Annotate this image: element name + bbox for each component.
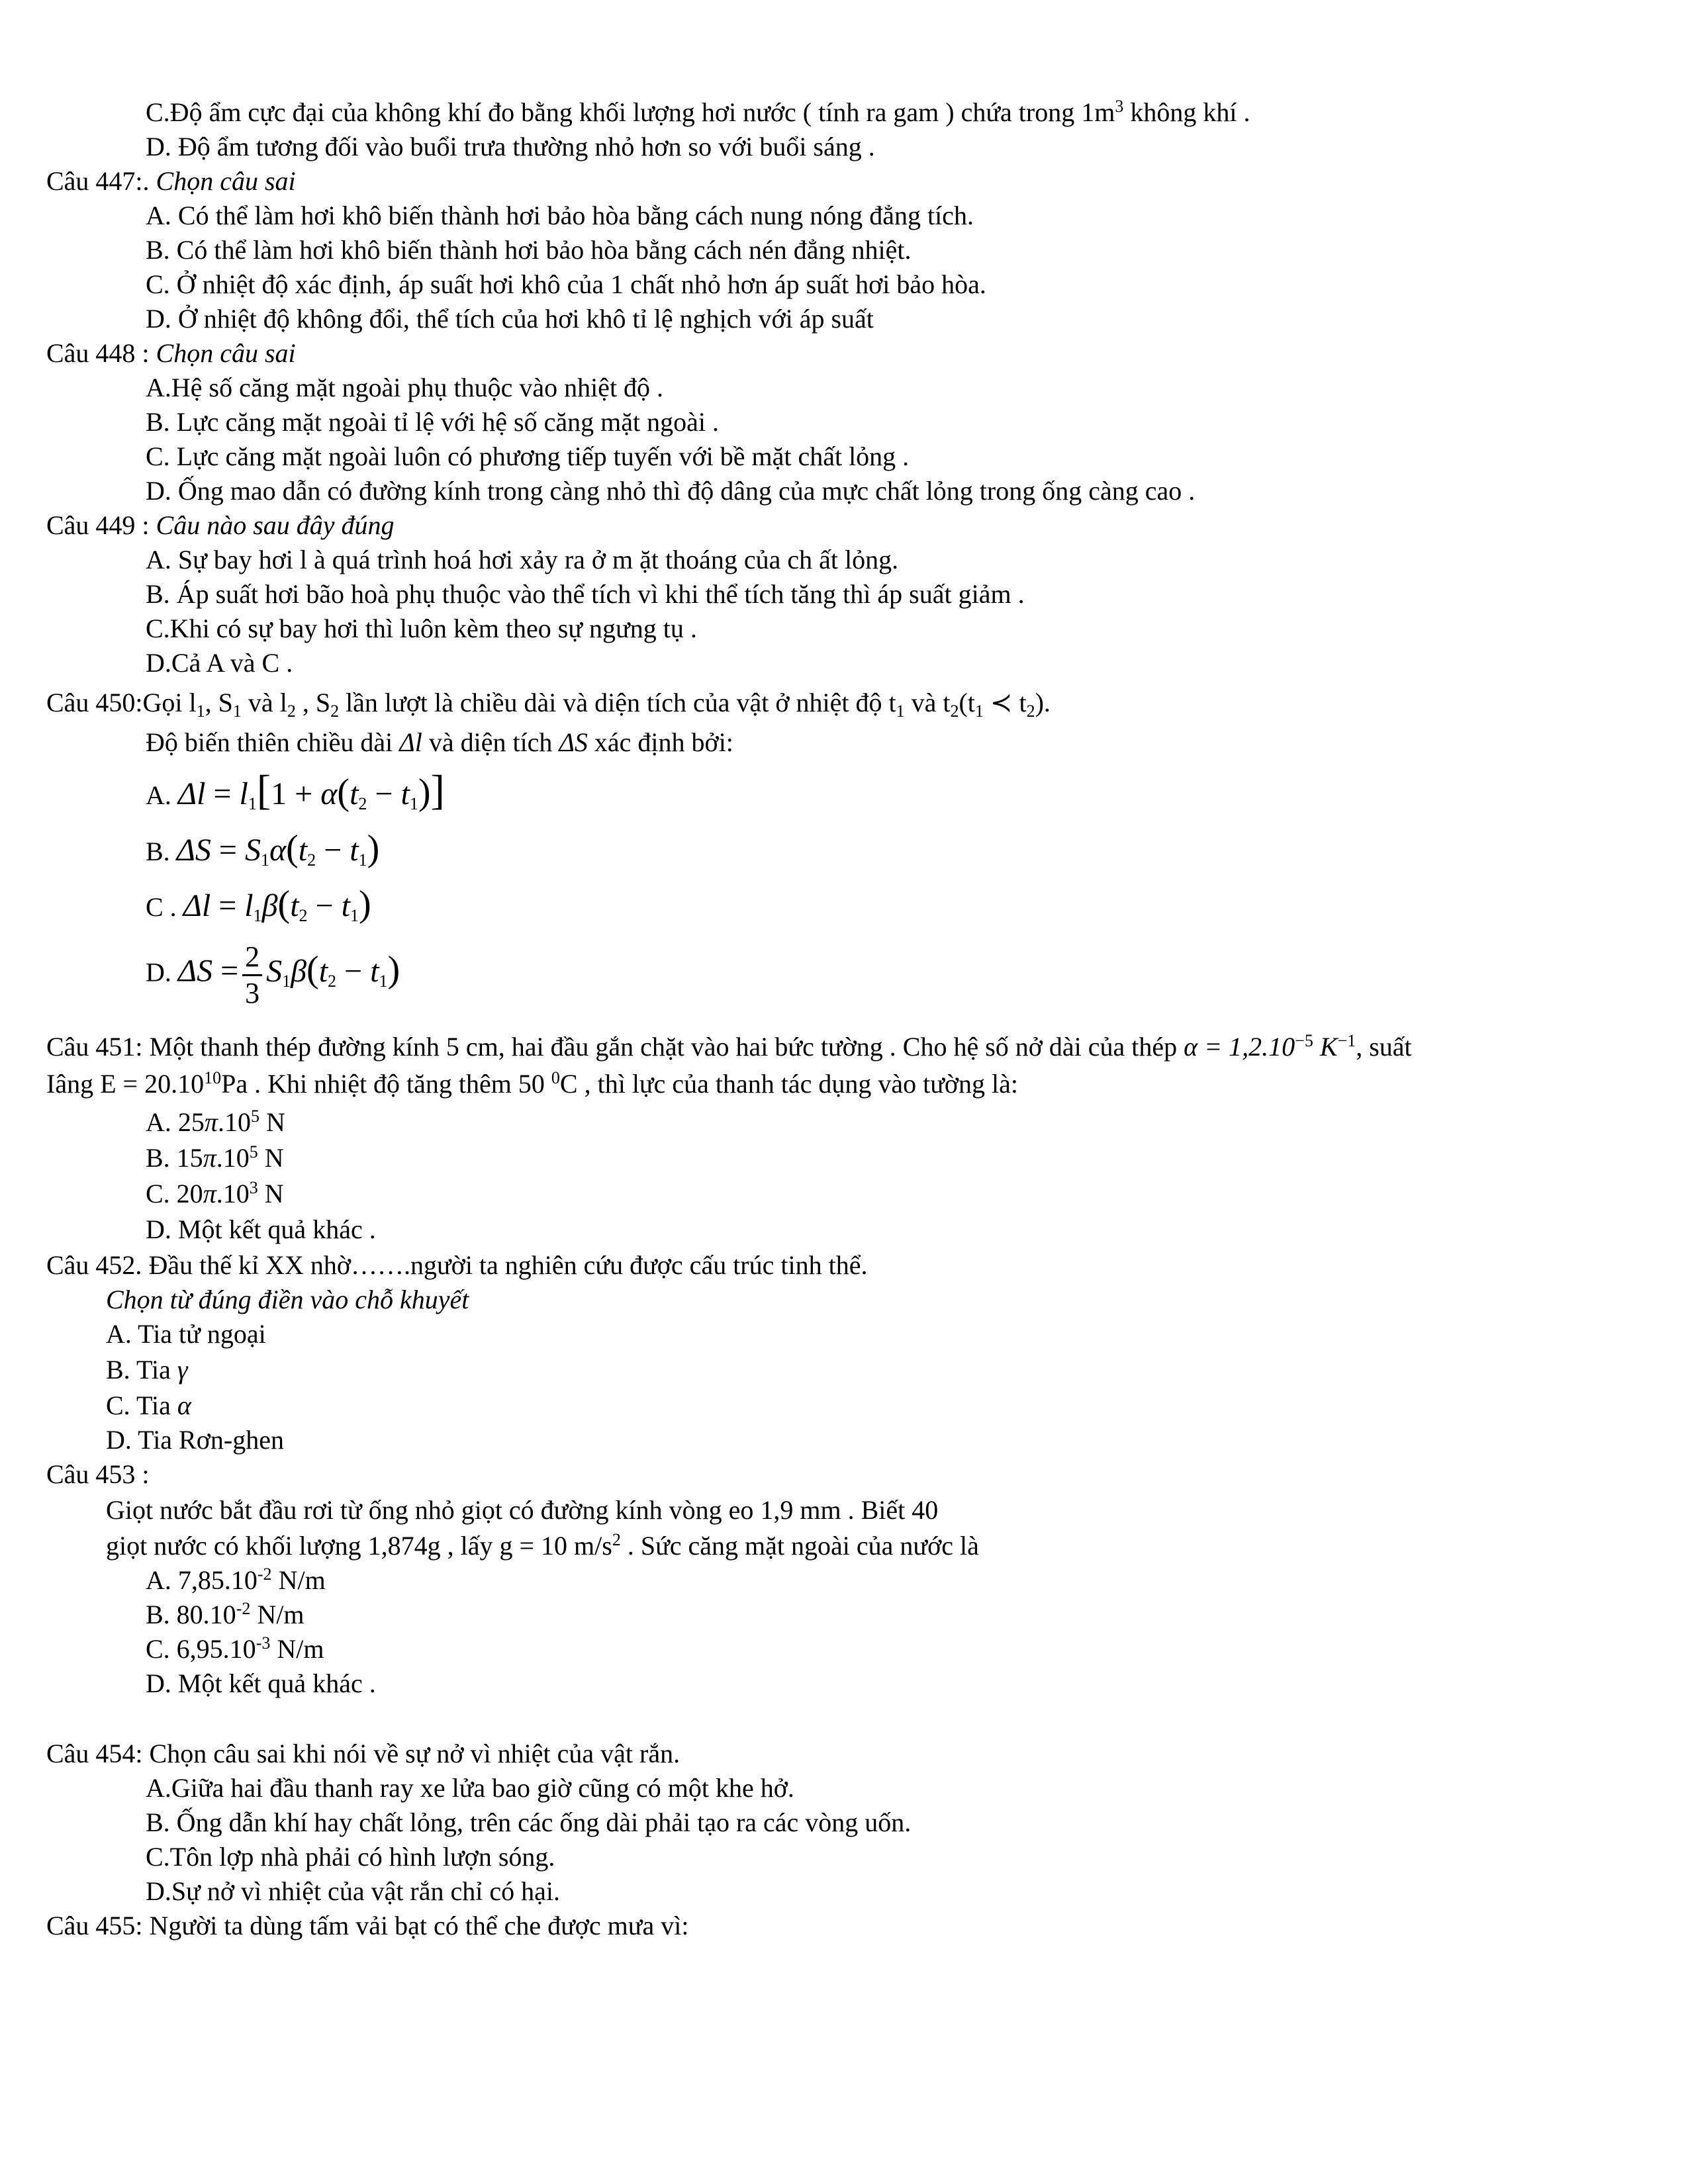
pi-symbol: π xyxy=(203,1143,216,1173)
var-t: t xyxy=(318,953,328,989)
var-s: S xyxy=(218,688,233,717)
superscript: −5 xyxy=(1295,1031,1313,1050)
delta-l: Δl xyxy=(183,888,211,923)
option-letter: D. xyxy=(146,957,171,987)
var-t: t xyxy=(967,688,975,717)
q451-text-b: , suất xyxy=(1356,1032,1412,1062)
q452-option-a: A. Tia tử ngoại xyxy=(106,1319,266,1349)
q453-option-b xyxy=(146,1598,304,1632)
sub: 1 xyxy=(232,702,242,721)
sub: 1 xyxy=(409,794,418,813)
fraction-two-thirds xyxy=(242,940,262,1011)
less-than-symbol: ≺ xyxy=(990,688,1013,717)
q450-line2-text: Độ biến thiên chiều dài xyxy=(146,727,393,757)
superscript: 5 xyxy=(249,1142,258,1161)
option-letter: C . xyxy=(146,892,177,922)
question-label: Câu 452. xyxy=(46,1250,142,1280)
var-s: S xyxy=(266,953,283,989)
option-text: C. Tia xyxy=(106,1390,171,1420)
q451-text: Một thanh thép đường kính 5 cm, hai đầu gắn chặt vào hai bức tường . Cho hệ số nở dài của thép xyxy=(149,1032,1178,1062)
q450-option-a: A. $\Delta l = l_1[1 + \alpha(t_2 - t_1)]$ xyxy=(146,766,445,813)
q454-option-c: C.Tôn lợp nhà phải có hình lượn sóng. xyxy=(146,1842,555,1872)
var-t: t xyxy=(350,776,359,811)
option-text: A. 7,85.10 xyxy=(146,1565,258,1595)
pi-symbol: π xyxy=(203,1179,216,1208)
superscript: −1 xyxy=(1337,1031,1356,1050)
question-label: Câu 453 : xyxy=(46,1459,150,1489)
superscript: 10 xyxy=(204,1068,222,1087)
var-t: t xyxy=(400,776,410,811)
sub: 1 xyxy=(350,906,359,925)
option-text: N xyxy=(259,1107,285,1137)
var-t: t xyxy=(341,888,350,923)
sub: 1 xyxy=(379,971,388,991)
superscript: 0 xyxy=(551,1068,560,1087)
question-455 xyxy=(46,1909,688,1943)
sub: 1 xyxy=(260,850,269,870)
question-449 xyxy=(46,508,395,543)
option-text: .10 xyxy=(216,1143,250,1173)
question-label: Câu 455: xyxy=(46,1911,143,1940)
q448-option-c: C. Lực căng mặt ngoài luôn có phương tiếp tuyến với bề mặt chất lỏng . xyxy=(146,441,910,471)
question-label: Câu 451: xyxy=(46,1032,143,1062)
q449-option-d: D.Cả A và C . xyxy=(146,648,293,678)
sub: 2 xyxy=(330,702,340,721)
var-s: S xyxy=(244,833,261,868)
q453-option-c xyxy=(146,1632,324,1666)
var-t: t xyxy=(943,688,951,717)
beta-symbol: β xyxy=(261,888,278,923)
var-l: l xyxy=(189,688,197,717)
pi-symbol: π xyxy=(204,1107,218,1137)
delta-l: Δl xyxy=(399,727,422,757)
question-label: Câu 448 : xyxy=(46,338,150,368)
option-text: .10 xyxy=(217,1107,251,1137)
q450-line2 xyxy=(146,725,733,760)
q449-option-c: C.Khi có sự bay hơi thì luôn kèm theo sự ngưng tụ . xyxy=(146,614,697,643)
q455-text: Người ta dùng tấm vải bạt có thể che được mưa vì: xyxy=(149,1911,689,1940)
question-448 xyxy=(46,336,296,371)
option-text: B. Tia xyxy=(106,1355,171,1385)
option-text: C. 20 xyxy=(146,1179,203,1208)
delta-s: ΔS xyxy=(177,953,213,989)
q448-option-a: A.Hệ số căng mặt ngoài phụ thuộc vào nhiệt độ . xyxy=(146,373,664,402)
option-text: A. 25 xyxy=(146,1107,205,1137)
question-label: Câu 447:. xyxy=(46,166,150,196)
sub: 1 xyxy=(282,971,291,991)
option-text: N xyxy=(258,1143,284,1173)
q451-option-b xyxy=(146,1141,284,1175)
q453-option-a xyxy=(146,1563,326,1598)
q453-line1: Giọt nước bắt đầu rơi từ ống nhỏ giọt có đường kính vòng eo 1,9 mm . Biết 40 xyxy=(106,1495,939,1525)
q452-option-b xyxy=(106,1353,188,1387)
var-t: t xyxy=(298,833,308,868)
sub: 1 xyxy=(896,702,905,721)
q454-option-a: A.Giữa hai đầu thanh ray xe lửa bao giờ cũng có một khe hở. xyxy=(146,1773,794,1803)
q446-option-c-text: C.Độ ẩm cực đại của không khí đo bằng khối lượng hơi nước ( tính ra gam ) chứa trong 1m xyxy=(146,97,1115,127)
question-prompt: Chọn từ đúng điền vào chỗ khuyết xyxy=(106,1285,469,1314)
sub: 2 xyxy=(307,850,316,870)
sub: 1 xyxy=(358,850,367,870)
q451-line2-c: C , thì lực của thanh tác dụng vào tường là: xyxy=(559,1069,1019,1099)
q451-line2-b: Pa . Khi nhiệt độ tăng thêm 50 xyxy=(221,1069,545,1099)
question-452 xyxy=(46,1248,867,1283)
sub: 2 xyxy=(299,906,308,925)
sub: 2 xyxy=(287,702,296,721)
q446-option-d: D. Độ ẩm tương đối vào buổi trưa thường nhỏ hơn so với buổi sáng . xyxy=(146,132,875,161)
q452-prompt xyxy=(106,1283,469,1317)
kelvin-unit: K xyxy=(1319,1032,1338,1062)
question-label: Câu 449 : xyxy=(46,510,150,540)
q454-option-d: D.Sự nở vì nhiệt của vật rắn chỉ có hại. xyxy=(146,1876,560,1906)
delta-l: Δl xyxy=(177,776,206,811)
var-t: t xyxy=(888,688,896,717)
q450-line2-text-b: và diện tích xyxy=(428,727,553,757)
sub: 2 xyxy=(1026,702,1035,721)
option-letter: A. xyxy=(146,780,171,810)
option-letter: B. xyxy=(146,837,170,866)
sub: 1 xyxy=(248,794,257,813)
delta-s: ΔS xyxy=(559,727,588,757)
q453-line2-a: giọt nước có khối lượng 1,874g , lấy g = 10 m/s xyxy=(106,1531,612,1561)
q450-option-c: C . $\Delta l = l_1\beta(t_2 - t_1)$ xyxy=(146,884,371,925)
option-text: N/m xyxy=(250,1600,305,1629)
q454-text: Chọn câu sai khi nói về sự nở vì nhiệt của vật rắn. xyxy=(149,1739,680,1768)
question-prompt: Chọn câu sai xyxy=(156,338,296,368)
var-l: l xyxy=(244,888,254,923)
sub: 2 xyxy=(950,702,959,721)
and-word: và xyxy=(911,688,937,717)
superscript: 5 xyxy=(250,1107,259,1126)
question-453 xyxy=(46,1457,150,1492)
q452-option-d: D. Tia Rơn-ghen xyxy=(106,1425,284,1455)
superscript: 2 xyxy=(612,1530,621,1549)
alpha-symbol: α xyxy=(320,776,338,811)
q453-line2-b: . Sức căng mặt ngoài của nước là xyxy=(620,1531,979,1561)
beta-symbol: β xyxy=(291,953,307,989)
option-text: B. 80.10 xyxy=(146,1600,236,1629)
numerator: 2 xyxy=(242,940,262,976)
var-t: t xyxy=(290,888,299,923)
q446-option-c xyxy=(146,95,1250,130)
sub: 2 xyxy=(328,971,337,991)
option-text: B. 15 xyxy=(146,1143,203,1173)
question-454 xyxy=(46,1737,680,1771)
superscript: -2 xyxy=(236,1599,251,1618)
var-t: t xyxy=(370,953,379,989)
q450-text: Gọi xyxy=(142,688,183,717)
q448-option-b: B. Lực căng mặt ngoài tỉ lệ với hệ số căng mặt ngoài . xyxy=(146,407,719,437)
var-l: l xyxy=(239,776,248,811)
q450-option-b: B. $\Delta S = S_1\alpha(t_2 - t_1)$ xyxy=(146,828,380,870)
q454-option-b: B. Ống dẫn khí hay chất lỏng, trên các ống dài phải tạo ra các vòng uốn. xyxy=(146,1807,912,1837)
gamma-symbol: γ xyxy=(177,1355,188,1385)
q452-option-c xyxy=(106,1388,191,1423)
q451-option-c xyxy=(146,1177,284,1211)
superscript: 3 xyxy=(1115,97,1124,116)
option-text: C. 6,95.10 xyxy=(146,1634,256,1664)
sub: 2 xyxy=(358,794,367,813)
denominator: 3 xyxy=(245,977,260,1009)
var-l: l xyxy=(279,688,287,717)
q450-line2-text-c: xác định bởi: xyxy=(594,727,733,757)
question-450: Câu 450:Gọi $l_1$, $S_1$ và $l_2$ , $S_2$ lần lượt là chiều dài và diện tích của vật ở nhiệt độ $t_1$ và $t_2(t_1$ ≺ $t_2$). xyxy=(46,688,1051,721)
and-word: và xyxy=(248,688,273,717)
q450-option-d: D. ΔS = $\frac{2}{3}$ $S_1\beta(t_2 - t_1)$ xyxy=(146,940,400,1009)
sub: 1 xyxy=(253,906,262,925)
var-t: t xyxy=(350,833,359,868)
q447-option-b: B. Có thể làm hơi khô biến thành hơi bảo hòa bằng cách nén đẳng nhiệt. xyxy=(146,235,912,265)
question-label: Câu 450: xyxy=(46,688,143,717)
question-label: Câu 454: xyxy=(46,1739,143,1768)
question-447 xyxy=(46,164,296,199)
delta-s: ΔS xyxy=(176,833,211,868)
superscript: -3 xyxy=(256,1633,271,1653)
q450-text-b: lần lượt là chiều dài và diện tích của vật ở nhiệt độ xyxy=(346,688,882,717)
q451-line2-a: Iâng E = 20.10 xyxy=(46,1069,205,1099)
q448-option-d: D. Ống mao dẫn có đường kính trong càng nhỏ thì độ dâng của mực chất lỏng trong ống càng cao . xyxy=(146,476,1196,506)
question-prompt: Chọn câu sai xyxy=(156,166,296,196)
alpha-symbol: α xyxy=(177,1390,191,1420)
q451-line2 xyxy=(46,1067,1018,1101)
q452-text: Đầu thế kỉ XX nhờ…….người ta nghiên cứu được cấu trúc tinh thể. xyxy=(148,1250,868,1280)
superscript: 3 xyxy=(249,1178,258,1197)
option-text: N xyxy=(258,1179,284,1208)
q447-option-d: D. Ở nhiệt độ không đổi, thể tích của hơi khô tỉ lệ nghịch với áp suất xyxy=(146,304,874,334)
alpha-value: α = 1,2.10 xyxy=(1184,1032,1295,1062)
alpha-symbol: α xyxy=(269,833,287,868)
option-text: N/m xyxy=(271,1565,326,1595)
q451-option-a xyxy=(146,1105,285,1140)
sub: 1 xyxy=(974,702,984,721)
sub: 1 xyxy=(196,702,205,721)
option-text: N/m xyxy=(270,1634,324,1664)
q447-option-c: C. Ở nhiệt độ xác định, áp suất hơi khô của 1 chất nhỏ hơn áp suất hơi bảo hòa. xyxy=(146,269,986,299)
q447-option-a: A. Có thể làm hơi khô biến thành hơi bảo hòa bằng cách nung nóng đẳng tích. xyxy=(146,201,974,230)
q446-option-c-tail: không khí . xyxy=(1123,97,1250,127)
q449-option-b: B. Áp suất hơi bão hoà phụ thuộc vào thể tích vì khi thể tích tăng thì áp suất giảm . xyxy=(146,579,1025,609)
option-text: .10 xyxy=(216,1179,250,1208)
question-451 xyxy=(46,1030,1412,1064)
q453-option-d: D. Một kết quả khác . xyxy=(146,1668,376,1698)
question-prompt: Câu nào sau đây đúng xyxy=(156,510,395,540)
superscript: -2 xyxy=(257,1565,272,1584)
var-t: t xyxy=(1019,688,1027,717)
var-s: S xyxy=(315,688,331,717)
q449-option-a: A. Sự bay hơi l à quá trình hoá hơi xảy ra ở m ặt thoáng của ch ất lỏng. xyxy=(146,545,899,574)
q451-option-d: D. Một kết quả khác . xyxy=(146,1214,376,1244)
q453-line2 xyxy=(106,1529,979,1563)
